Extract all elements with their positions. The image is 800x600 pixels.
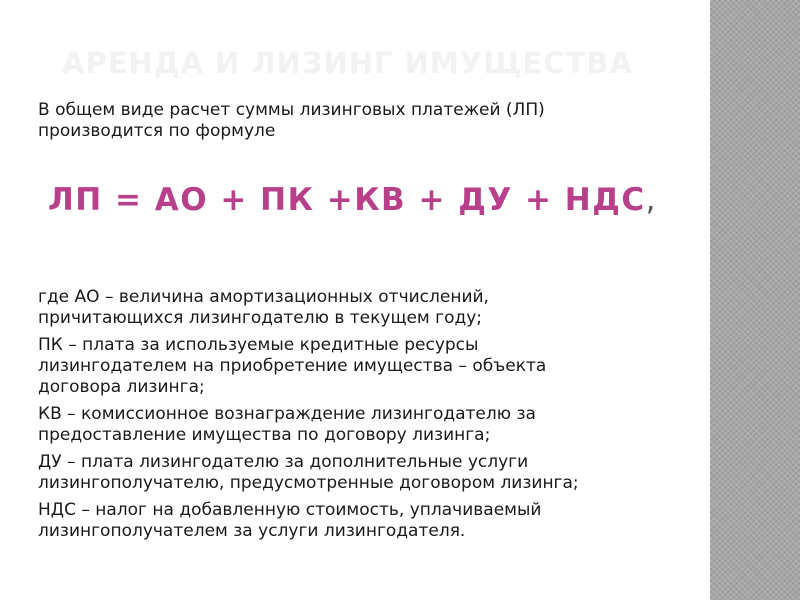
definition-nds — [38, 500, 678, 542]
definition-line: предоставление имущества по договору лизинга; — [38, 425, 491, 445]
intro-line: В общем виде расчет суммы лизинговых платежей (ЛП) — [38, 100, 545, 120]
intro-line: производится по формуле — [38, 121, 276, 141]
definition-line: лизингополучателем за услуги лизингодателя. — [38, 521, 466, 541]
definition-line: лизингополучателю, предусмотренные договором лизинга; — [38, 473, 579, 493]
definition-kv — [38, 404, 678, 446]
formula-comma: , — [645, 182, 656, 218]
definition-line: где АО – величина амортизационных отчислений, — [38, 287, 489, 307]
formula-text: ЛП = АО + ПК +КВ + ДУ + НДС — [48, 182, 646, 218]
definition-line: КВ – комиссионное вознаграждение лизингодателю за — [38, 404, 536, 424]
formula-definitions-list — [38, 287, 678, 548]
definition-ao — [38, 287, 678, 329]
intro-text — [38, 100, 638, 142]
definition-du — [38, 452, 678, 494]
definition-line: лизингодателем на приобретение имущества – объекта — [38, 356, 547, 376]
leasing-payment-formula — [48, 182, 688, 218]
definition-line: причитающихся лизингодателю в текущем году; — [38, 308, 483, 328]
definition-line: НДС – налог на добавленную стоимость, уплачиваемый — [38, 500, 542, 520]
slide-title: АРЕНДА И ЛИЗИНГ ИМУЩЕСТВА — [62, 46, 633, 80]
decorative-side-panel — [710, 0, 800, 600]
definition-line: ДУ – плата лизингодателю за дополнительные услуги — [38, 452, 529, 472]
definition-line: ПК – плата за используемые кредитные ресурсы — [38, 335, 479, 355]
definition-pk — [38, 335, 678, 398]
definition-line: договора лизинга; — [38, 377, 205, 397]
